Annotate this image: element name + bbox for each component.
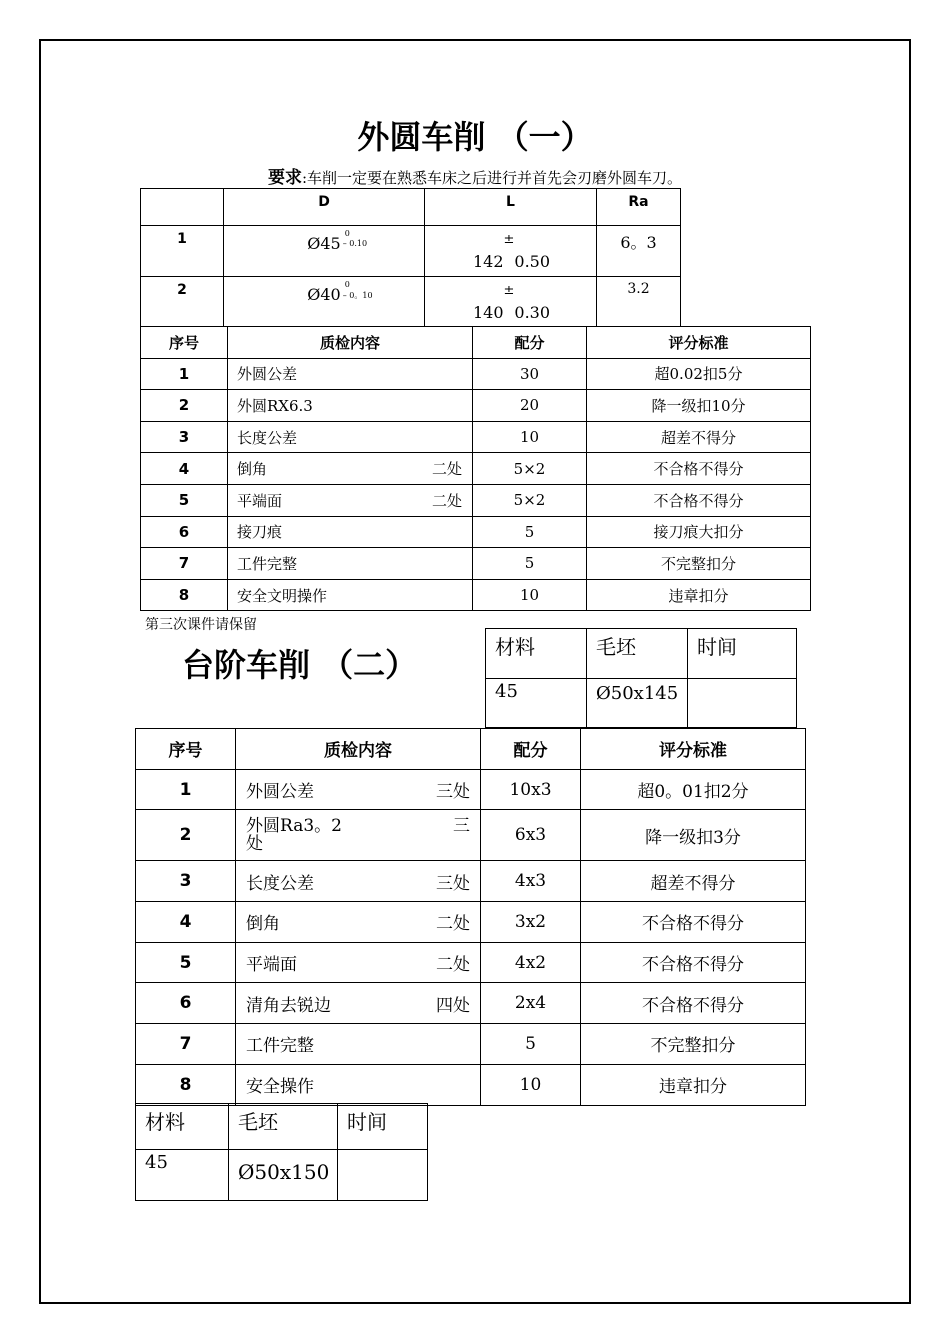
item-quantity: 二处 bbox=[431, 460, 462, 479]
header-cell: 质检内容 bbox=[228, 327, 473, 359]
header-cell: 毛坯 bbox=[587, 629, 688, 679]
score-cell: 30 bbox=[473, 358, 587, 390]
item-cell bbox=[228, 579, 473, 611]
item-cell bbox=[236, 769, 481, 810]
blank-value: Ø50x145 bbox=[587, 679, 688, 728]
table-row bbox=[136, 769, 806, 810]
score-cell: 10x3 bbox=[481, 769, 581, 810]
header-cell: 配分 bbox=[473, 327, 587, 359]
item-quantity: 二处 bbox=[436, 914, 470, 935]
note-text: 第三次课件请保留 bbox=[145, 617, 257, 633]
material-value: 45 bbox=[136, 1150, 229, 1201]
score-cell: 5 bbox=[473, 548, 587, 580]
item-cell bbox=[228, 421, 473, 453]
requirement-text: :车削一定要在熟悉车床之后进行并首先会刃磨外圆车刀。 bbox=[301, 169, 683, 187]
item-quantity: 三处 bbox=[436, 873, 470, 894]
header-cell: 时间 bbox=[688, 629, 797, 679]
item-cell bbox=[236, 1024, 481, 1065]
header-cell: D bbox=[224, 189, 425, 226]
item-label: 平端面 bbox=[237, 491, 283, 510]
header-cell: 评分标准 bbox=[581, 729, 806, 770]
score-table-2 bbox=[135, 728, 806, 1106]
row-number: 2 bbox=[141, 390, 228, 422]
standard-cell: 违章扣分 bbox=[587, 579, 811, 611]
item-quantity: 三 bbox=[453, 815, 470, 836]
score-cell: 5×2 bbox=[473, 484, 587, 516]
item-label: 安全操作 bbox=[246, 1077, 314, 1098]
standard-cell: 违章扣分 bbox=[581, 1064, 806, 1105]
item-label: 工件完整 bbox=[237, 554, 298, 573]
item-cell bbox=[236, 942, 481, 983]
length-cell: 140±0.30 bbox=[425, 277, 597, 327]
standard-cell: 超差不得分 bbox=[587, 421, 811, 453]
standard-cell: 接刀痕大扣分 bbox=[587, 516, 811, 548]
requirement-label: 要求 bbox=[267, 168, 302, 188]
table-header-row bbox=[136, 729, 806, 770]
item-label: 外圆RX6.3 bbox=[237, 396, 313, 415]
table-row bbox=[141, 516, 811, 548]
table-header-row bbox=[141, 327, 811, 359]
item-cell bbox=[236, 983, 481, 1024]
score-cell: 4x3 bbox=[481, 861, 581, 902]
standard-cell: 不合格不得分 bbox=[587, 453, 811, 485]
item-quantity: 二处 bbox=[431, 491, 462, 510]
row-number: 7 bbox=[136, 1024, 236, 1065]
table-row bbox=[136, 902, 806, 943]
section2-title: 台阶车削 （二） bbox=[182, 646, 418, 684]
score-table-1 bbox=[140, 326, 811, 611]
item-label: 倒角 bbox=[246, 914, 280, 935]
standard-cell: 不合格不得分 bbox=[587, 484, 811, 516]
item-cell bbox=[236, 810, 481, 861]
table-row bbox=[136, 1024, 806, 1065]
header-cell: 评分标准 bbox=[587, 327, 811, 359]
diameter-cell: Ø40 0 – 0。10 bbox=[224, 277, 425, 327]
material-table-1 bbox=[485, 628, 797, 728]
time-value bbox=[688, 679, 797, 728]
table-row bbox=[136, 1150, 428, 1201]
header-cell: Ra bbox=[597, 189, 681, 226]
ra-cell: 3.2 bbox=[597, 277, 681, 327]
table-row bbox=[141, 390, 811, 422]
header-cell: L bbox=[425, 189, 597, 226]
standard-cell: 超0。01扣2分 bbox=[581, 769, 806, 810]
standard-cell: 不合格不得分 bbox=[581, 942, 806, 983]
standard-cell: 不合格不得分 bbox=[581, 983, 806, 1024]
table-row bbox=[141, 277, 681, 327]
item-label: 工件完整 bbox=[246, 1036, 314, 1057]
standard-cell: 超差不得分 bbox=[581, 861, 806, 902]
row-number: 7 bbox=[141, 548, 228, 580]
row-number: 6 bbox=[136, 983, 236, 1024]
header-cell: 序号 bbox=[141, 327, 228, 359]
section1-title: 外圆车削 （一） bbox=[357, 118, 593, 156]
table-row bbox=[141, 226, 681, 277]
item-quantity: 二处 bbox=[436, 955, 470, 976]
row-number: 8 bbox=[136, 1064, 236, 1105]
item-quantity: 三处 bbox=[436, 782, 470, 803]
score-cell: 4x2 bbox=[481, 942, 581, 983]
standard-cell: 不完整扣分 bbox=[587, 548, 811, 580]
item-cell bbox=[228, 390, 473, 422]
row-number: 5 bbox=[141, 484, 228, 516]
score-cell: 6x3 bbox=[481, 810, 581, 861]
item-label: 清角去锐边 bbox=[246, 995, 331, 1016]
dimension-table bbox=[140, 188, 681, 327]
header-cell bbox=[141, 189, 224, 226]
score-cell: 5×2 bbox=[473, 453, 587, 485]
table-row bbox=[136, 942, 806, 983]
table-row bbox=[141, 484, 811, 516]
item-cell bbox=[228, 484, 473, 516]
item-cell bbox=[236, 861, 481, 902]
item-label: 长度公差 bbox=[237, 428, 298, 447]
header-cell: 序号 bbox=[136, 729, 236, 770]
item-label: 外圆公差 bbox=[246, 782, 314, 803]
item-wrap: 处 bbox=[246, 834, 263, 855]
header-cell: 配分 bbox=[481, 729, 581, 770]
table-row bbox=[141, 579, 811, 611]
diameter-cell: Ø45 0 – 0.10 bbox=[224, 226, 425, 277]
table-row bbox=[141, 548, 811, 580]
row-number: 6 bbox=[141, 516, 228, 548]
item-cell bbox=[228, 358, 473, 390]
length-cell: 142±0.50 bbox=[425, 226, 597, 277]
standard-cell: 降一级扣10分 bbox=[587, 390, 811, 422]
standard-cell: 不完整扣分 bbox=[581, 1024, 806, 1065]
row-number: 1 bbox=[141, 358, 228, 390]
item-label: 接刀痕 bbox=[237, 523, 283, 542]
time-value bbox=[338, 1150, 428, 1201]
table-row bbox=[136, 861, 806, 902]
blank-value: Ø50x150 bbox=[229, 1150, 338, 1201]
row-number: 1 bbox=[141, 226, 224, 277]
item-cell bbox=[236, 902, 481, 943]
item-label: 安全文明操作 bbox=[237, 586, 328, 605]
table-header-row bbox=[136, 1104, 428, 1150]
table-row bbox=[141, 421, 811, 453]
item-quantity: 四处 bbox=[436, 995, 470, 1016]
item-cell bbox=[236, 1064, 481, 1105]
row-number: 4 bbox=[136, 902, 236, 943]
row-number: 3 bbox=[136, 861, 236, 902]
row-number: 5 bbox=[136, 942, 236, 983]
table-row bbox=[486, 679, 797, 728]
table-row bbox=[141, 453, 811, 485]
standard-cell: 超0.02扣5分 bbox=[587, 358, 811, 390]
item-label: 倒角 bbox=[237, 460, 268, 479]
score-cell: 2x4 bbox=[481, 983, 581, 1024]
row-number: 2 bbox=[136, 810, 236, 861]
score-cell: 5 bbox=[473, 516, 587, 548]
item-label: 长度公差 bbox=[246, 873, 314, 894]
score-cell: 10 bbox=[473, 421, 587, 453]
item-cell bbox=[228, 453, 473, 485]
item-label: 外圆Ra3。2 bbox=[246, 815, 342, 836]
standard-cell: 降一级扣3分 bbox=[581, 810, 806, 861]
table-header-row bbox=[486, 629, 797, 679]
table-row bbox=[136, 810, 806, 861]
score-cell: 10 bbox=[481, 1064, 581, 1105]
item-label: 外圆公差 bbox=[237, 365, 298, 384]
ra-cell: 6。3 bbox=[597, 226, 681, 277]
header-cell: 材料 bbox=[136, 1104, 229, 1150]
table-row bbox=[136, 983, 806, 1024]
material-table-2 bbox=[135, 1103, 428, 1201]
table-header-row bbox=[141, 189, 681, 226]
item-cell bbox=[228, 516, 473, 548]
header-cell: 材料 bbox=[486, 629, 587, 679]
row-number: 4 bbox=[141, 453, 228, 485]
material-value: 45 bbox=[486, 679, 587, 728]
table-row bbox=[136, 1064, 806, 1105]
header-cell: 质检内容 bbox=[236, 729, 481, 770]
row-number: 3 bbox=[141, 421, 228, 453]
item-cell bbox=[228, 548, 473, 580]
row-number: 1 bbox=[136, 769, 236, 810]
score-cell: 5 bbox=[481, 1024, 581, 1065]
row-number: 2 bbox=[141, 277, 224, 327]
standard-cell: 不合格不得分 bbox=[581, 902, 806, 943]
header-cell: 时间 bbox=[338, 1104, 428, 1150]
header-cell: 毛坯 bbox=[229, 1104, 338, 1150]
item-label: 平端面 bbox=[246, 955, 297, 976]
score-cell: 20 bbox=[473, 390, 587, 422]
score-cell: 10 bbox=[473, 579, 587, 611]
requirement-line bbox=[0, 163, 950, 188]
score-cell: 3x2 bbox=[481, 902, 581, 943]
row-number: 8 bbox=[141, 579, 228, 611]
table-row bbox=[141, 358, 811, 390]
